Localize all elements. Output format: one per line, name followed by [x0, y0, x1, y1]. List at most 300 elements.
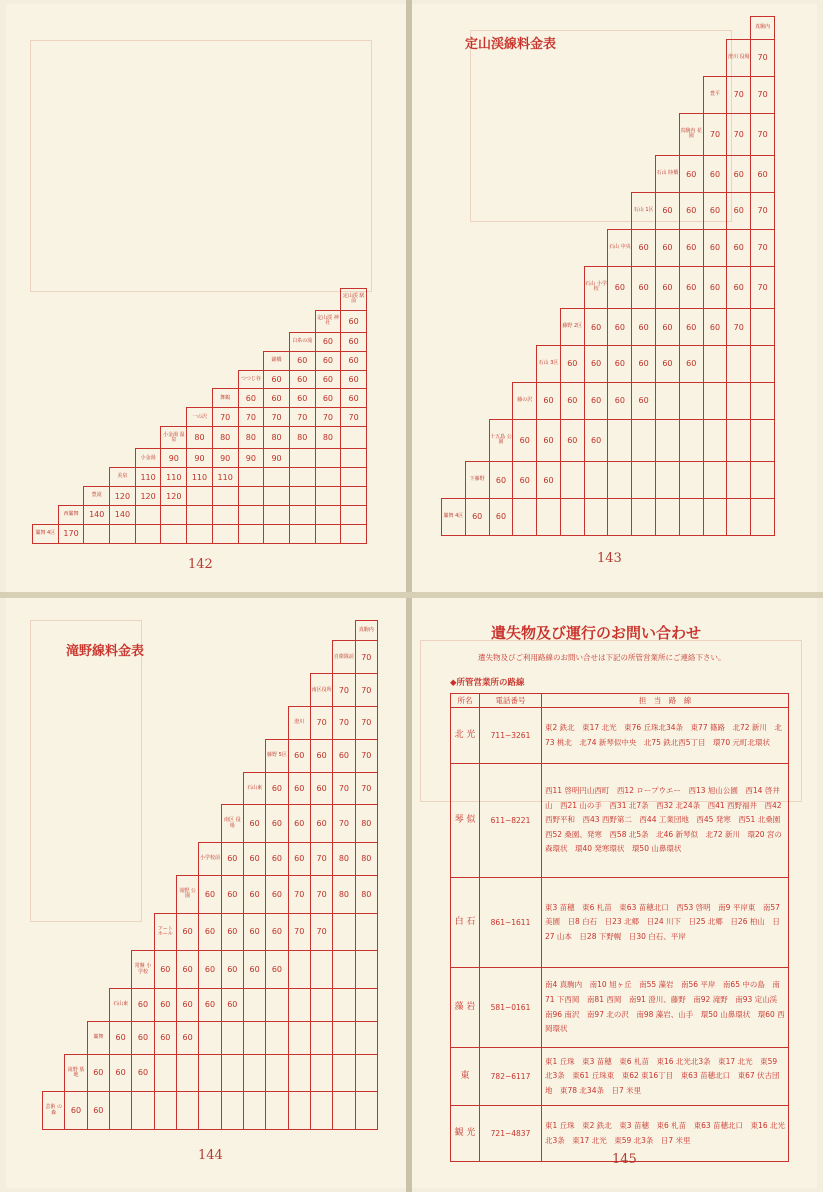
empty-cell	[84, 389, 110, 408]
fare-cell	[355, 1054, 377, 1092]
fare-cell	[154, 1092, 176, 1130]
empty-cell	[33, 310, 59, 332]
fare-cell	[632, 419, 656, 461]
empty-cell	[135, 332, 161, 351]
fare-cell: 60	[87, 1092, 109, 1130]
stop-label: 澄川 役場	[727, 40, 751, 77]
fare-cell	[315, 506, 341, 525]
fare-cell	[187, 524, 213, 543]
stop-label: 簾舞 4区	[33, 524, 59, 543]
fare-cell: 60	[489, 498, 513, 535]
empty-cell	[243, 641, 265, 674]
empty-cell	[161, 351, 187, 370]
fare-cell	[341, 468, 367, 487]
fare-cell: 60	[288, 843, 310, 876]
empty-cell	[310, 621, 332, 641]
empty-cell	[33, 449, 59, 468]
empty-cell	[154, 843, 176, 876]
empty-cell	[560, 156, 584, 193]
fare-cell: 60	[199, 875, 221, 913]
fare-cell	[264, 506, 290, 525]
fare-cell: 80	[333, 875, 355, 913]
empty-cell	[43, 739, 65, 772]
fare-cell: 60	[608, 309, 632, 346]
empty-cell	[176, 843, 198, 876]
fare-cell	[264, 487, 290, 506]
empty-cell	[87, 988, 109, 1021]
empty-cell	[703, 17, 727, 40]
empty-cell	[442, 462, 466, 499]
stop-label: 定山渓 駅前	[341, 289, 367, 311]
fare-cell	[289, 487, 315, 506]
fare-cell: 80	[315, 427, 341, 449]
fare-cell: 60	[703, 156, 727, 193]
empty-cell	[513, 156, 537, 193]
fare-cell: 60	[341, 351, 367, 370]
fare-cell	[703, 345, 727, 382]
empty-cell	[84, 310, 110, 332]
fare-cell	[727, 419, 751, 461]
empty-cell	[135, 427, 161, 449]
empty-cell	[33, 389, 59, 408]
fare-cell	[537, 498, 561, 535]
empty-cell	[288, 674, 310, 707]
fare-row	[43, 913, 378, 951]
fare-cell	[656, 462, 680, 499]
stop-label: 石山 3区	[537, 345, 561, 382]
empty-cell	[584, 17, 608, 40]
fare-cell: 70	[333, 772, 355, 805]
empty-cell	[703, 40, 727, 77]
fare-cell: 70	[289, 408, 315, 427]
empty-cell	[132, 843, 154, 876]
fare-row	[33, 427, 367, 449]
fare-cell	[703, 498, 727, 535]
empty-cell	[238, 332, 264, 351]
fare-row	[43, 1054, 378, 1092]
fare-cell	[84, 524, 110, 543]
fare-cell: 60	[315, 332, 341, 351]
stop-label: 豊滝	[84, 487, 110, 506]
empty-cell	[513, 345, 537, 382]
fare-cell	[315, 449, 341, 468]
empty-cell	[65, 843, 87, 876]
empty-cell	[632, 76, 656, 113]
empty-cell	[442, 345, 466, 382]
empty-cell	[84, 370, 110, 389]
fare-cell: 60	[513, 419, 537, 461]
empty-cell	[608, 156, 632, 193]
office-name: 藻 岩	[451, 968, 480, 1048]
empty-cell	[87, 707, 109, 740]
empty-cell	[84, 468, 110, 487]
empty-cell	[632, 156, 656, 193]
empty-cell	[84, 351, 110, 370]
empty-cell	[84, 408, 110, 427]
office-routes: 東2 鉄北 東17 北光 東76 丘珠北34条 東77 篠路 北72 新川 北73 桃北 北74 新琴似中央 北75 鉄北西5丁目 環70 元町北環状	[542, 708, 789, 764]
empty-cell	[656, 40, 680, 77]
fare-cell: 60	[315, 351, 341, 370]
stop-label: 十五島 公園	[489, 419, 513, 461]
empty-cell	[65, 951, 87, 989]
fare-cell: 70	[355, 707, 377, 740]
empty-cell	[109, 641, 131, 674]
stop-label: 自衛隊前	[333, 641, 355, 674]
fare-row	[442, 345, 775, 382]
fare-cell: 60	[243, 951, 265, 989]
empty-cell	[656, 76, 680, 113]
fare-cell: 60	[341, 370, 367, 389]
fare-cell	[656, 382, 680, 419]
fare-cell	[656, 498, 680, 535]
fare-cell	[355, 913, 377, 951]
fare-cell: 60	[608, 266, 632, 308]
stop-label: 舞鶴	[212, 389, 238, 408]
fare-cell: 60	[266, 772, 288, 805]
empty-cell	[135, 389, 161, 408]
empty-cell	[537, 229, 561, 266]
fare-cell: 60	[310, 739, 332, 772]
empty-cell	[442, 229, 466, 266]
fare-cell: 80	[355, 875, 377, 913]
stop-label: 芸術 の森	[43, 1092, 65, 1130]
empty-cell	[632, 17, 656, 40]
fare-row	[33, 289, 367, 311]
empty-cell	[513, 266, 537, 308]
empty-cell	[513, 309, 537, 346]
fare-cell: 60	[751, 156, 775, 193]
fare-cell: 60	[109, 1054, 131, 1092]
stop-label: つつじ谷	[238, 370, 264, 389]
office-row	[451, 708, 789, 764]
fare-row	[43, 674, 378, 707]
empty-cell	[679, 17, 703, 40]
empty-cell	[43, 951, 65, 989]
empty-cell	[109, 913, 131, 951]
empty-cell	[212, 310, 238, 332]
page-fold	[0, 592, 823, 598]
fare-cell	[703, 462, 727, 499]
empty-cell	[187, 351, 213, 370]
fare-cell	[584, 462, 608, 499]
empty-cell	[199, 739, 221, 772]
empty-cell	[87, 951, 109, 989]
empty-cell	[43, 1054, 65, 1092]
lost-found-header-row	[451, 694, 789, 708]
empty-cell	[199, 805, 221, 843]
empty-cell	[176, 739, 198, 772]
fare-cell: 70	[264, 408, 290, 427]
empty-cell	[109, 707, 131, 740]
empty-cell	[264, 289, 290, 311]
title-144: 滝野線料金表	[66, 644, 145, 659]
office-row	[451, 764, 789, 878]
col-routes: 担 当 路 線	[542, 694, 789, 708]
empty-cell	[266, 707, 288, 740]
fare-cell: 70	[751, 76, 775, 113]
fare-cell: 70	[310, 913, 332, 951]
empty-cell	[135, 351, 161, 370]
empty-cell	[212, 332, 238, 351]
empty-cell	[442, 419, 466, 461]
office-tel: 861−1611	[480, 878, 542, 968]
fare-cell: 80	[264, 427, 290, 449]
empty-cell	[132, 674, 154, 707]
fare-cell	[341, 506, 367, 525]
fare-row	[43, 1021, 378, 1054]
fare-cell	[310, 1021, 332, 1054]
empty-cell	[442, 17, 466, 40]
fare-cell	[679, 498, 703, 535]
empty-cell	[43, 988, 65, 1021]
empty-cell	[87, 805, 109, 843]
fare-table-jozankei	[441, 16, 775, 536]
lost-found-heading: 遺失物及び運行のお問い合わせ	[491, 624, 702, 642]
empty-cell	[58, 449, 84, 468]
fare-cell: 60	[176, 1021, 198, 1054]
fare-cell	[221, 1092, 243, 1130]
fare-cell: 80	[333, 843, 355, 876]
fare-cell: 60	[656, 229, 680, 266]
empty-cell	[87, 913, 109, 951]
fare-cell: 120	[161, 487, 187, 506]
fare-cell	[333, 988, 355, 1021]
fare-cell	[333, 913, 355, 951]
office-name: 白 石	[451, 878, 480, 968]
fare-row	[43, 805, 378, 843]
fare-cell	[154, 1054, 176, 1092]
fare-cell	[187, 506, 213, 525]
fare-row	[442, 40, 775, 77]
fare-cell: 70	[315, 408, 341, 427]
empty-cell	[442, 156, 466, 193]
fare-cell: 90	[264, 449, 290, 468]
fare-cell: 80	[355, 805, 377, 843]
fare-cell: 60	[656, 266, 680, 308]
fare-row	[442, 309, 775, 346]
page-number-145: 145	[612, 1152, 637, 1167]
empty-cell	[154, 707, 176, 740]
fare-row	[442, 156, 775, 193]
empty-cell	[489, 345, 513, 382]
empty-cell	[58, 289, 84, 311]
fare-cell: 60	[679, 229, 703, 266]
fare-cell: 60	[176, 988, 198, 1021]
fare-row	[43, 772, 378, 805]
empty-cell	[65, 674, 87, 707]
office-row	[451, 968, 789, 1048]
fare-cell: 60	[560, 382, 584, 419]
fare-cell: 60	[221, 913, 243, 951]
fare-cell	[212, 487, 238, 506]
fare-cell	[333, 951, 355, 989]
fare-cell	[212, 506, 238, 525]
fare-row	[442, 17, 775, 40]
office-name: 観 光	[451, 1106, 480, 1162]
fare-cell	[656, 419, 680, 461]
fare-cell	[560, 462, 584, 499]
fare-cell	[727, 462, 751, 499]
empty-cell	[161, 370, 187, 389]
fare-cell	[333, 1054, 355, 1092]
empty-cell	[465, 40, 489, 77]
fare-cell	[109, 1092, 131, 1130]
empty-cell	[243, 739, 265, 772]
empty-cell	[65, 988, 87, 1021]
empty-cell	[560, 229, 584, 266]
fare-cell: 70	[333, 674, 355, 707]
empty-cell	[187, 332, 213, 351]
fare-cell: 70	[751, 113, 775, 155]
empty-cell	[154, 739, 176, 772]
fare-cell: 70	[341, 408, 367, 427]
fare-cell	[176, 1092, 198, 1130]
fare-cell: 70	[333, 805, 355, 843]
fare-table-takino	[42, 620, 378, 1130]
fare-row	[33, 506, 367, 525]
title-143: 定山渓線料金表	[465, 37, 557, 52]
fare-cell	[751, 462, 775, 499]
empty-cell	[489, 156, 513, 193]
office-row	[451, 1048, 789, 1106]
empty-cell	[110, 389, 136, 408]
office-name: 琴 似	[451, 764, 480, 878]
fare-cell	[221, 1021, 243, 1054]
empty-cell	[161, 332, 187, 351]
fare-cell: 60	[289, 389, 315, 408]
fare-row	[43, 739, 378, 772]
fare-cell	[266, 1021, 288, 1054]
empty-cell	[154, 875, 176, 913]
stop-label: 藤野 2区	[560, 309, 584, 346]
stop-label: アート ホール	[154, 913, 176, 951]
fare-cell: 60	[243, 843, 265, 876]
empty-cell	[560, 113, 584, 155]
stop-label: 石山 小学校	[584, 266, 608, 308]
empty-cell	[132, 621, 154, 641]
fare-cell	[703, 382, 727, 419]
empty-cell	[656, 113, 680, 155]
fare-cell	[679, 462, 703, 499]
fare-cell: 60	[176, 913, 198, 951]
empty-cell	[199, 772, 221, 805]
fare-cell: 80	[187, 427, 213, 449]
empty-cell	[33, 487, 59, 506]
stop-label: 滝野 公園	[176, 875, 198, 913]
fare-cell	[315, 468, 341, 487]
fare-cell	[341, 524, 367, 543]
showthrough-142	[30, 40, 372, 292]
fare-cell: 60	[656, 309, 680, 346]
stop-label: 石山東	[109, 988, 131, 1021]
empty-cell	[109, 951, 131, 989]
empty-cell	[33, 427, 59, 449]
stop-label: 真駒内	[355, 621, 377, 641]
stop-label: 滝野 墓地	[65, 1054, 87, 1092]
fare-cell	[199, 1054, 221, 1092]
empty-cell	[199, 674, 221, 707]
fare-cell	[238, 468, 264, 487]
fare-row	[33, 449, 367, 468]
empty-cell	[154, 621, 176, 641]
empty-cell	[176, 621, 198, 641]
fare-row	[33, 310, 367, 332]
office-routes: 東3 苗穂 東6 札苗 東63 苗穂北口 西53 啓明 南9 平岸東 南57 美園 日8 白石 日23 北郷 日24 川下 日25 北郷 日26 柏山 日27 山本 日28 下野幌 日30 白石、平岸	[542, 878, 789, 968]
fare-cell: 70	[355, 674, 377, 707]
fare-cell: 60	[132, 988, 154, 1021]
fare-cell: 120	[110, 487, 136, 506]
fare-row	[43, 641, 378, 674]
empty-cell	[43, 641, 65, 674]
empty-cell	[199, 641, 221, 674]
empty-cell	[243, 674, 265, 707]
fare-cell: 60	[154, 988, 176, 1021]
empty-cell	[537, 17, 561, 40]
fare-cell: 60	[310, 772, 332, 805]
empty-cell	[243, 707, 265, 740]
fare-cell: 70	[751, 193, 775, 230]
fare-cell: 70	[751, 266, 775, 308]
empty-cell	[289, 289, 315, 311]
empty-cell	[560, 17, 584, 40]
empty-cell	[33, 408, 59, 427]
empty-cell	[110, 370, 136, 389]
empty-cell	[221, 621, 243, 641]
empty-cell	[132, 875, 154, 913]
fare-cell	[632, 498, 656, 535]
fare-cell: 60	[584, 345, 608, 382]
stop-label: 南区 役場	[221, 805, 243, 843]
empty-cell	[65, 707, 87, 740]
empty-cell	[212, 370, 238, 389]
empty-cell	[187, 289, 213, 311]
fare-cell: 60	[513, 462, 537, 499]
office-tel: 721−4837	[480, 1106, 542, 1162]
fare-cell	[751, 382, 775, 419]
fare-row	[33, 389, 367, 408]
empty-cell	[110, 289, 136, 311]
fare-cell: 60	[703, 309, 727, 346]
fare-cell: 60	[537, 462, 561, 499]
empty-cell	[465, 229, 489, 266]
fare-cell: 60	[465, 498, 489, 535]
fare-cell: 60	[315, 370, 341, 389]
empty-cell	[65, 641, 87, 674]
empty-cell	[58, 370, 84, 389]
fare-cell: 60	[679, 345, 703, 382]
empty-cell	[465, 17, 489, 40]
fare-cell	[341, 487, 367, 506]
empty-cell	[65, 805, 87, 843]
fare-row	[33, 468, 367, 487]
empty-cell	[176, 641, 198, 674]
fare-cell: 90	[238, 449, 264, 468]
fare-row	[442, 266, 775, 308]
fare-cell: 60	[632, 382, 656, 419]
fare-cell: 60	[727, 229, 751, 266]
empty-cell	[608, 76, 632, 113]
empty-cell	[266, 641, 288, 674]
empty-cell	[65, 621, 87, 641]
fare-row	[33, 487, 367, 506]
fare-cell	[238, 487, 264, 506]
empty-cell	[442, 266, 466, 308]
fare-row	[442, 113, 775, 155]
fare-cell: 80	[355, 843, 377, 876]
fare-cell	[266, 988, 288, 1021]
fare-cell: 60	[315, 389, 341, 408]
fare-row	[43, 988, 378, 1021]
